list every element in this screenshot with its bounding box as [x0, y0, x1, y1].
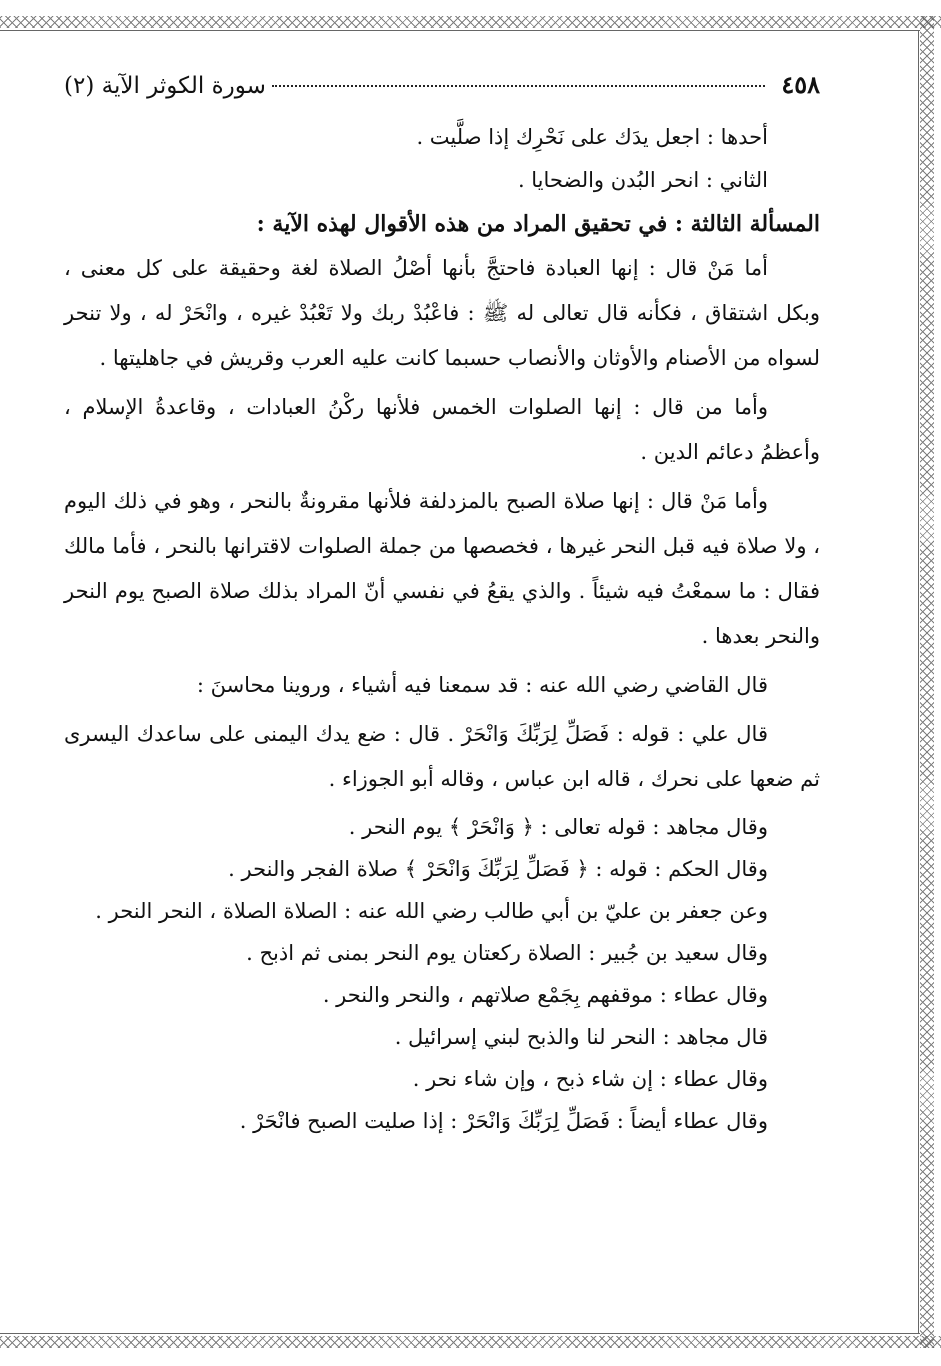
border-line-right [918, 30, 919, 1333]
quote-line: وقال عطاء : موقفهم بِجَمْع صلاتهم ، والنحر والنحر . [322, 983, 768, 1007]
quote-line: وقال عطاء أيضاً : فَصَلِّ لِرَبِّكَ وَانْحَرْ : إذا صليت الصبح فانْحَرْ . [239, 1109, 768, 1133]
decorative-border-top [0, 16, 941, 28]
header-leader-dots [272, 85, 765, 87]
decorative-border-right [920, 16, 934, 1348]
quote-line: وقال مجاهد : قوله تعالى : ﴿ وَانْحَرْ ﴾ يوم النحر . [348, 815, 768, 839]
book-page [64, 70, 820, 1142]
quote-line: قال مجاهد : النحر لنا والذبح لبني إسرائيل . [394, 1025, 768, 1049]
border-line-top [0, 30, 920, 31]
quote-line: وعن جعفر بن عليّ بن أبي طالب رضي الله عنه : الصلاة الصلاة ، النحر النحر . [95, 899, 768, 923]
paragraph: قال القاضي رضي الله عنه : قد سمعنا فيه أشياء ، وروينا محاسنَ : [196, 673, 768, 697]
section-heading: المسألة الثالثة : في تحقيق المراد من هذه الأقوال لهذه الآية : [256, 211, 820, 237]
paragraph: وأما من قال : إنها الصلوات الخمس فلأنها ركْنُ العبادات ، وقاعدةُ الإسلام ، وأعظمُ دعائم الدين . [64, 395, 820, 464]
quote-line: وقال سعيد بن جُبير : الصلاة ركعتان يوم النحر بمنى ثم اذبح . [246, 941, 768, 965]
border-line-bottom [0, 1333, 920, 1334]
opening-line: الثاني : انحر البُدن والضحايا . [517, 168, 768, 192]
paragraph: قال علي : قوله : فَصَلِّ لِرَبِّكَ وَانْحَرْ . قال : ضع يدك اليمنى على ساعدك اليسرى ثم ضعها على نحرك ، قاله ابن عباس ، وقاله أبو الجوزاء . [64, 722, 820, 791]
decorative-border-bottom [0, 1336, 941, 1348]
running-header [64, 70, 820, 110]
page-number: ٤٥٨ [781, 70, 820, 99]
quote-line: وقال الحكم : قوله : ﴿ فَصَلِّ لِرَبِّكَ وَانْحَرْ ﴾ صلاة الفجر والنحر . [228, 857, 768, 881]
paragraph: وأما مَنْ قال : إنها صلاة الصبح بالمزدلفة فلأنها مقرونةٌ بالنحر ، وهو في ذلك اليوم ، ولا صلاة فيه قبل النحر غيرها ، فخصصها من جملة الصلوات لاقترانها بالنحر ، فأما مالك فقال : ما سمعْتُ فيه شيئاً . والذي يقعُ في نفسي أنّ المراد بذلك صلاة الصبح يوم النحر والنحر بعدها . [64, 489, 820, 648]
section-title: سورة الكوثر الآية (٢) [64, 73, 266, 99]
quote-line: وقال عطاء : إن شاء ذبح ، وإن شاء نحر . [412, 1067, 768, 1091]
paragraph: أما مَنْ قال : إنها العبادة فاحتجَّ بأنها أصْلُ الصلاة لغة وحقيقة على كل معنى ، وبكل اشتقاق ، فكأنه قال تعالى له ﷺ : فاعْبُدْ ربك ولا تَعْبُدْ غيره ، وانْحَرْ له ، ولا تنحر لسواه من الأصنام والأوثان والأنصاب حسبما كانت عليه العرب وقريش في جاهليتها . [64, 256, 820, 370]
opening-line: أحدها : اجعل يدَك على نَحْرِك إذا صلَّيت . [416, 125, 768, 149]
